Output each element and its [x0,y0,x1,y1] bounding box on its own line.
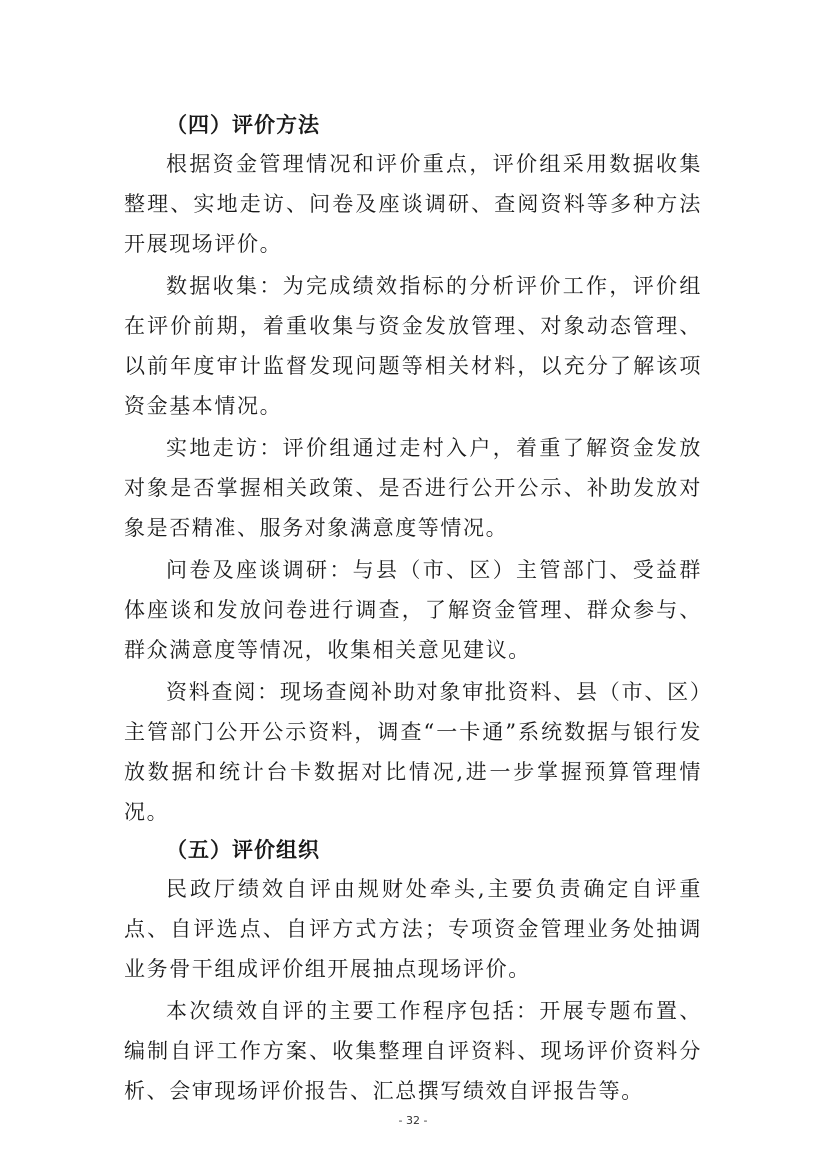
paragraph-survey-interviews: 问卷及座谈调研：与县（市、区）主管部门、受益群体座谈和发放问卷进行调查，了解资金管理、群众参与、群众满意度等情况，收集相关意见建议。 [124,558,702,662]
section-heading-evaluation-organization: （五）评价组织 [166,838,320,862]
page-number: - 32 - [398,1114,428,1127]
document-body [124,107,702,1111]
paragraph-data-collection: 数据收集：为完成绩效指标的分析评价工作，评价组在评价前期，着重收集与资金发放管理、对象动态管理、以前年度审计监督发现问题等相关材料，以充分了解该项资金基本情况。 [124,274,702,418]
paragraph-document-review: 资料查阅：现场查阅补助对象审批资料、县（市、区）主管部门公开公示资料，调查“一卡通”系统数据与银行发放数据和统计台卡数据对比情况,进一步掌握预算管理情况。 [124,680,702,824]
paragraph-organization-lead: 民政厅绩效自评由规财处牵头,主要负责确定自评重点、自评选点、自评方式方法；专项资金管理业务处抽调业务骨干组成评价组开展抽点现场评价。 [124,877,702,981]
section-heading-evaluation-methods: （四）评价方法 [166,113,320,137]
paragraph-methods-overview: 根据资金管理情况和评价重点，评价组采用数据收集整理、实地走访、问卷及座谈调研、查阅资料等多种方法开展现场评价。 [124,152,702,256]
paragraph-work-procedure: 本次绩效自评的主要工作程序包括：开展专题布置、编制自评工作方案、收集整理自评资料、现场评价资料分析、会审现场评价报告、汇总撰写绩效自评报告等。 [124,999,702,1103]
paragraph-field-visits: 实地走访：评价组通过走村入户，着重了解资金发放对象是否掌握相关政策、是否进行公开公示、补助发放对象是否精准、服务对象满意度等情况。 [124,436,702,540]
